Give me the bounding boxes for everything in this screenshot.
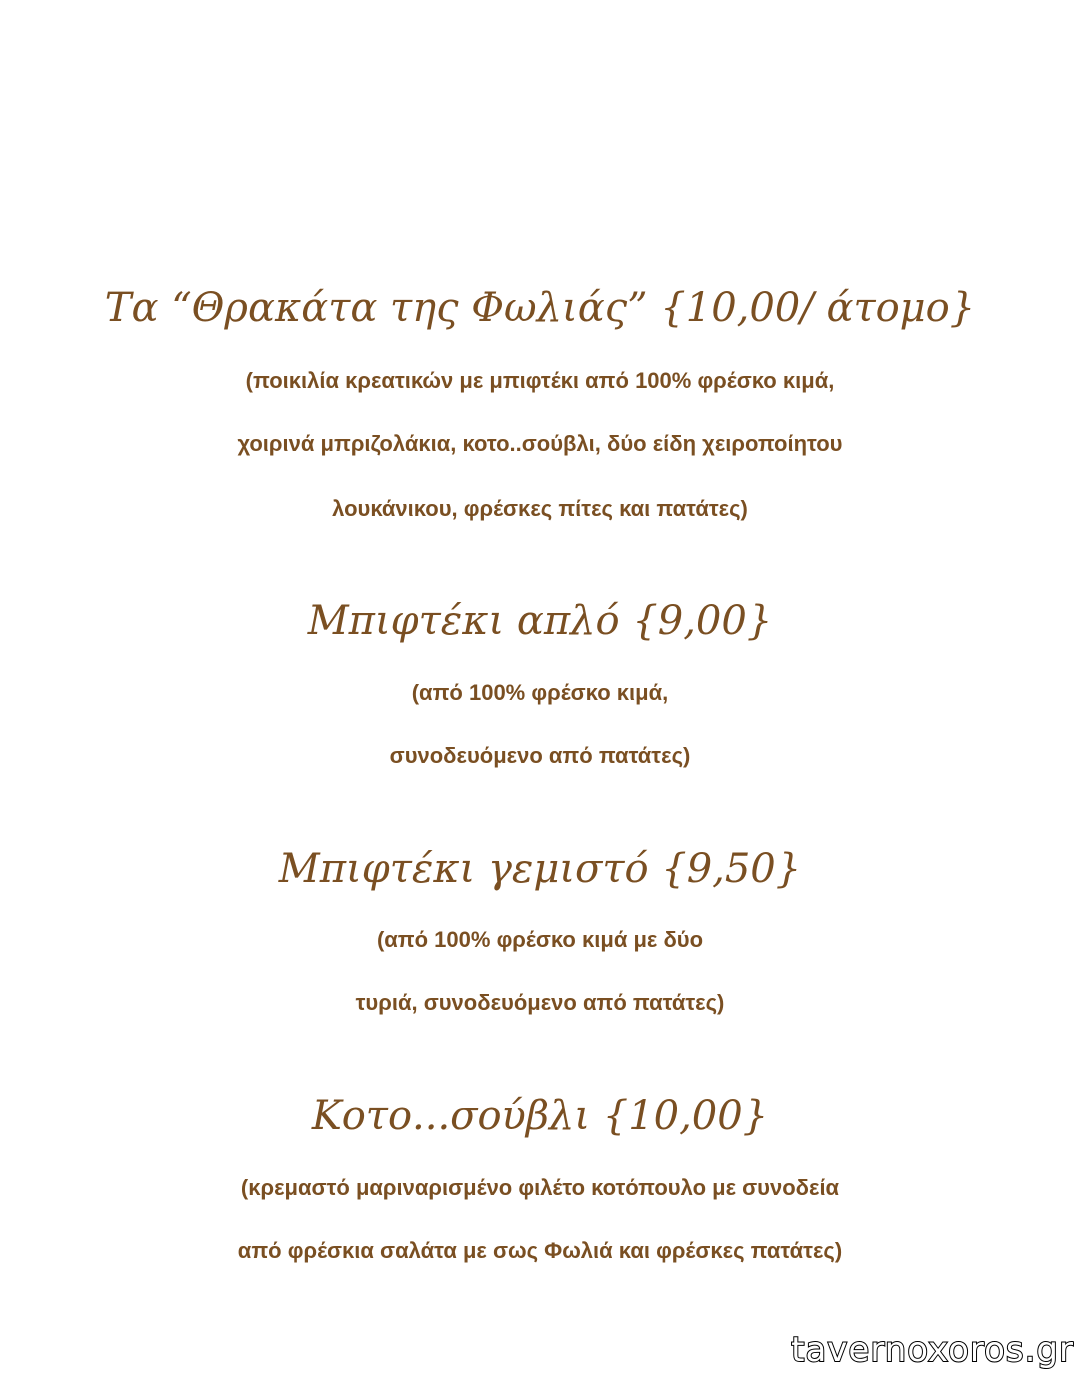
menu-item-description-line: από φρέσκια σαλάτα με σως Φωλιά και φρέσκες πατάτες) bbox=[237, 1238, 843, 1263]
menu-item-description-line: συνοδευόμενο από πατάτες) bbox=[389, 743, 691, 768]
site-watermark: tavernoxoros.gr bbox=[791, 1330, 1074, 1370]
menu-item-title-bifteki-aplo: Μπιφτέκι απλό {9,00} bbox=[307, 598, 773, 644]
menu-item-description-line: λουκάνικου, φρέσκες πίτες και πατάτες) bbox=[332, 496, 748, 521]
menu-item-title-thrakata: Τα “Θρακάτα της Φωλιάς” {10,00/ άτομο} bbox=[104, 285, 976, 331]
menu-item-description-line: (από 100% φρέσκο κιμά με δύο bbox=[376, 927, 704, 952]
menu-item-description-line: (από 100% φρέσκο κιμά, bbox=[411, 680, 669, 705]
menu-item-title-bifteki-gemisto: Μπιφτέκι γεμιστό {9,50} bbox=[278, 846, 802, 892]
menu-item-description-line: (ποικιλία κρεατικών με μπιφτέκι από 100% φρέσκο κιμά, bbox=[245, 368, 835, 393]
menu-item-description-line: τυριά, συνοδευόμενο από πατάτες) bbox=[355, 990, 725, 1015]
menu-item-description-line: χοιρινά μπριζολάκια, κοτο..σούβλι, δύο είδη χειροποίητου bbox=[237, 431, 843, 456]
menu-item-description-line: (κρεμαστό μαριναρισμένο φιλέτο κοτόπουλο με συνοδεία bbox=[240, 1175, 840, 1200]
menu-item-title-koto-souvli: Κοτο...σούβλι {10,00} bbox=[311, 1093, 769, 1139]
